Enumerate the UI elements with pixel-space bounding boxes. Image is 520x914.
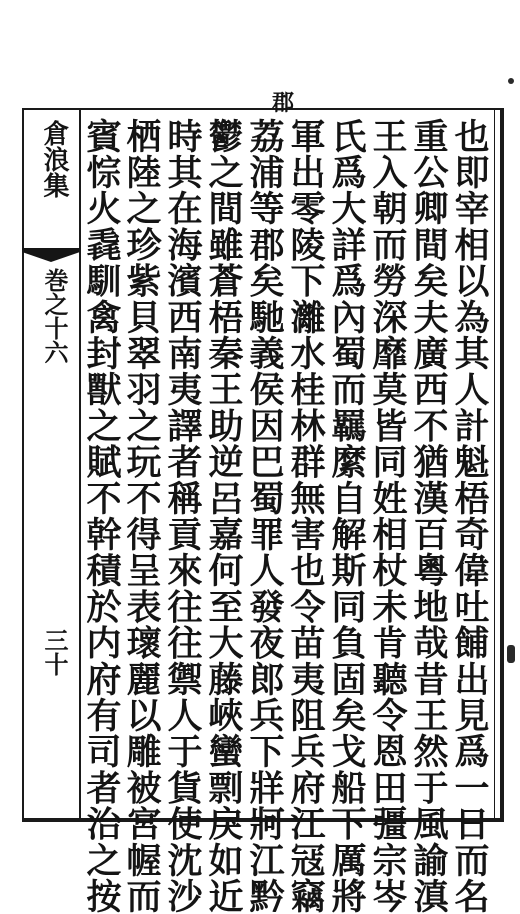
right-border-outer — [500, 108, 504, 822]
text-column-4: 氏爲大詳爲內蜀而羈縻自解斯同負固矣戈船下厲將 — [326, 118, 367, 914]
text-column-1: 也即宰相以為其人計魁梧奇偉吐餔出見爲一日而名 — [449, 118, 490, 914]
text-column-6: 荔浦等郡矣馳義侯因巴蜀罪人發夜郎兵下牂牁江黔 — [244, 118, 285, 914]
fish-tail-mark — [22, 248, 80, 262]
margin-page-number: 三十 — [40, 628, 69, 676]
margin-book-title: 倉浪集 — [39, 120, 69, 198]
text-column-7: 鬱之間雖蒼梧秦王助逆呂嘉何至大藤峽蠻剽戾如近 — [203, 118, 244, 914]
text-column-5: 軍出零陵下灕水桂林群無害也令苗夷阻兵府江冦竊 — [285, 118, 326, 914]
header-glyph: 郡 — [272, 90, 301, 116]
margin-volume-number: 巻之十六 — [40, 268, 69, 364]
text-column-2: 重公卿間矣夫廣西不猶漢百粵地哉昔王然于風諭滇 — [408, 118, 449, 914]
text-column-8: 時其在海濱西南夷譯者稱貢來往往禦人于貨使沈沙 — [162, 118, 203, 914]
text-column-10: 賓悰火毳馴禽封獸之賦不幹積於内府有司者治之按 — [81, 118, 122, 914]
text-column-3: 王入朝而勞深靡莫皆同姓相杖未肯聽令恩田彊宗岑 — [367, 118, 408, 914]
left-border — [22, 108, 24, 822]
right-border-inner — [494, 108, 495, 822]
top-border — [22, 108, 500, 110]
text-column-9: 栖陸之珍紫貝翠羽之玩不得呈表瓌麗以雕被宮幄而 — [121, 118, 162, 914]
ink-speck — [507, 645, 515, 663]
ink-speck — [508, 78, 514, 84]
